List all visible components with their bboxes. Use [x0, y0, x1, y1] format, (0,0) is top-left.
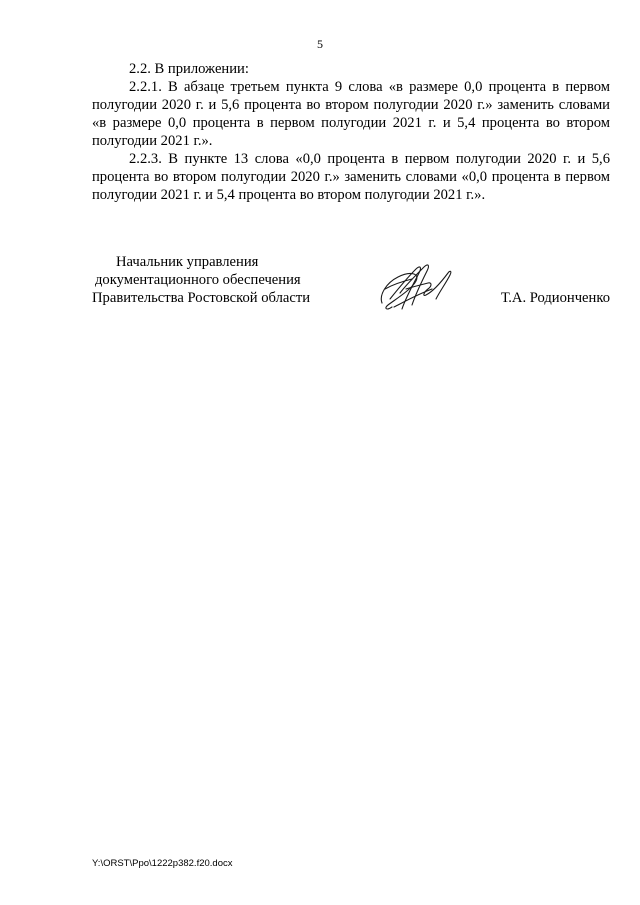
signatory-title-line-3: Правительства Ростовской области	[92, 290, 311, 306]
signatory-title-line-2: документационного обеспечения	[95, 272, 301, 288]
signatory-name: Т.А. Родионченко	[500, 290, 610, 306]
paragraph-2-2-1: 2.2.1. В абзаце третьем пункта 9 слова «в размере 0,0 процента в первом полугодии 2020 г. и 5,6 процента во втором полугодии 2020 г.» заменить словами «в размере 0,0 процента в первом полугодии 2021 г. и 5,4 процента во втором полугодии 2021 г.».	[92, 79, 610, 149]
page-number: 5	[317, 37, 323, 51]
footer-file-path: Y:\ORST\Ppo\1222p382.f20.docx	[92, 858, 233, 869]
paragraph-2-2-3: 2.2.3. В пункте 13 слова «0,0 процента в первом полугодии 2020 г. и 5,6 процента во втором полугодии 2020 г.» заменить словами «0,0 процента в первом полугодии 2021 г. и 5,4 процента во втором полугодии 2021 г.».	[92, 151, 610, 203]
signatory-title-line-1: Начальник управления	[116, 254, 259, 270]
signatory-title	[92, 253, 332, 307]
document-body	[92, 60, 610, 204]
paragraph-2-2: 2.2. В приложении:	[129, 61, 249, 77]
signature-block	[0, 253, 640, 323]
handwritten-signature	[376, 259, 458, 315]
